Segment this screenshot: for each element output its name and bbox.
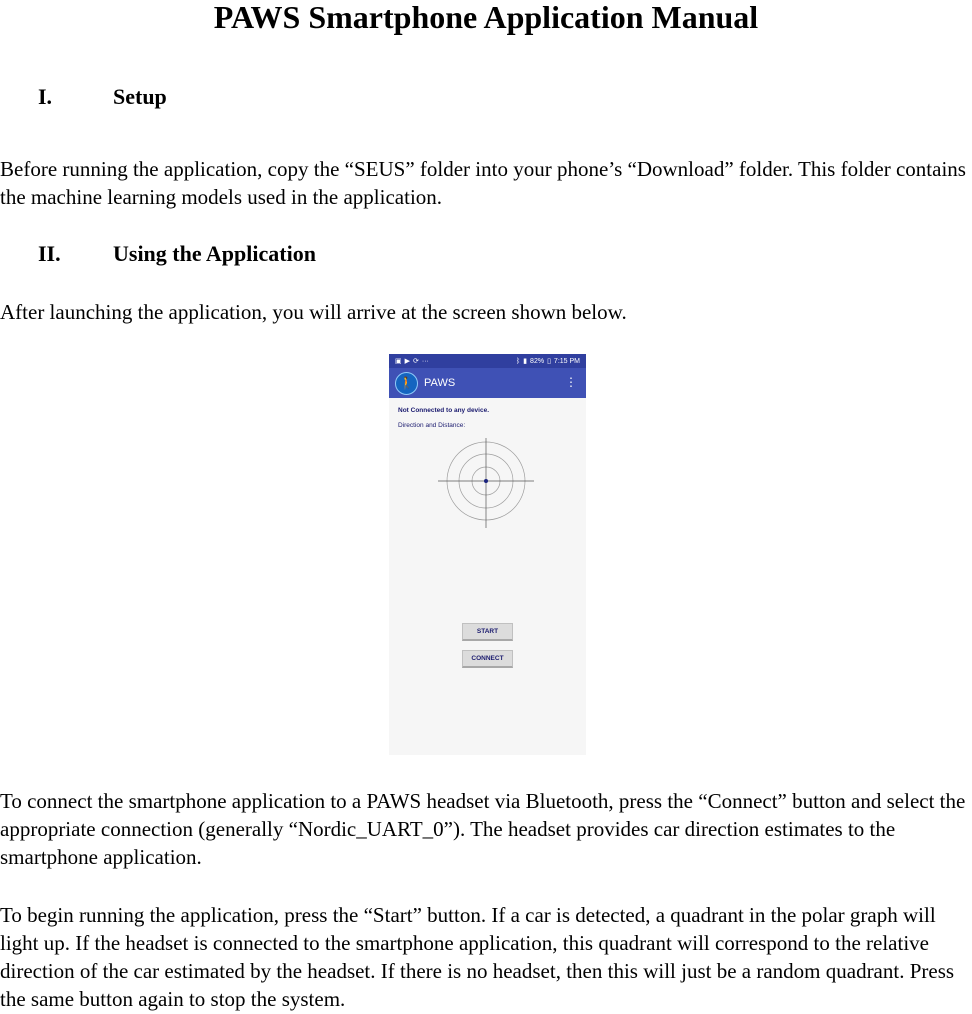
signal-icon: ▮ — [523, 358, 528, 365]
section-number: II. — [38, 241, 61, 266]
start-button[interactable]: START — [462, 623, 513, 641]
section-heading-using-app — [38, 241, 316, 267]
more-vert-icon[interactable]: ⋮ — [565, 375, 577, 389]
polar-center-dot — [484, 479, 488, 483]
section-title: Setup — [113, 84, 167, 109]
sync-icon: ⟳ — [413, 358, 419, 365]
play-icon: ▶ — [404, 358, 411, 365]
status-bar — [389, 354, 586, 368]
section-heading-setup — [38, 84, 167, 110]
overflow-dots: ··· — [421, 357, 429, 365]
setup-paragraph: Before running the application, copy the “SEUS” folder into your phone’s “Download” folder. This folder contains the machine learning models used in the application. — [0, 157, 966, 209]
section-number: I. — [38, 84, 53, 109]
app-screenshot — [389, 354, 586, 755]
battery-icon: ▯ — [547, 358, 551, 365]
section-title: Using the Application — [113, 241, 316, 266]
bluetooth-icon: ᛒ — [515, 357, 521, 365]
app-bar — [389, 368, 586, 398]
direction-label: Direction and Distance: — [398, 422, 466, 429]
connect-paragraph: To connect the smartphone application to a PAWS headset via Bluetooth, press the “Connect” button and select the appropriate connection (generally “Nordic_UART_0”). The headset provides car direction estimates to the smartphone application. — [0, 789, 966, 869]
connect-button[interactable]: CONNECT — [462, 650, 513, 668]
connection-status: Not Connected to any device. — [398, 407, 490, 414]
walking-person-icon: 🚶 — [395, 372, 418, 395]
clock: 7:15 PM — [553, 357, 580, 365]
launch-paragraph: After launching the application, you will arrive at the screen shown below. — [0, 300, 627, 324]
document-title: PAWS Smartphone Application Manual — [213, 0, 759, 35]
app-title: PAWS — [424, 377, 456, 389]
polar-graph — [436, 438, 536, 530]
gallery-icon: ▣ — [395, 358, 402, 365]
battery-level: 82% — [530, 357, 545, 365]
start-paragraph: To begin running the application, press the “Start” button. If a car is detected, a quadrant in the polar graph will light up. If the headset is connected to the smartphone application, this quadrant will correspond to the relative direction of the car estimated by the headset. If there is no headset, then this will just be a random quadrant. Press the same button again to stop the system. — [0, 903, 955, 1011]
